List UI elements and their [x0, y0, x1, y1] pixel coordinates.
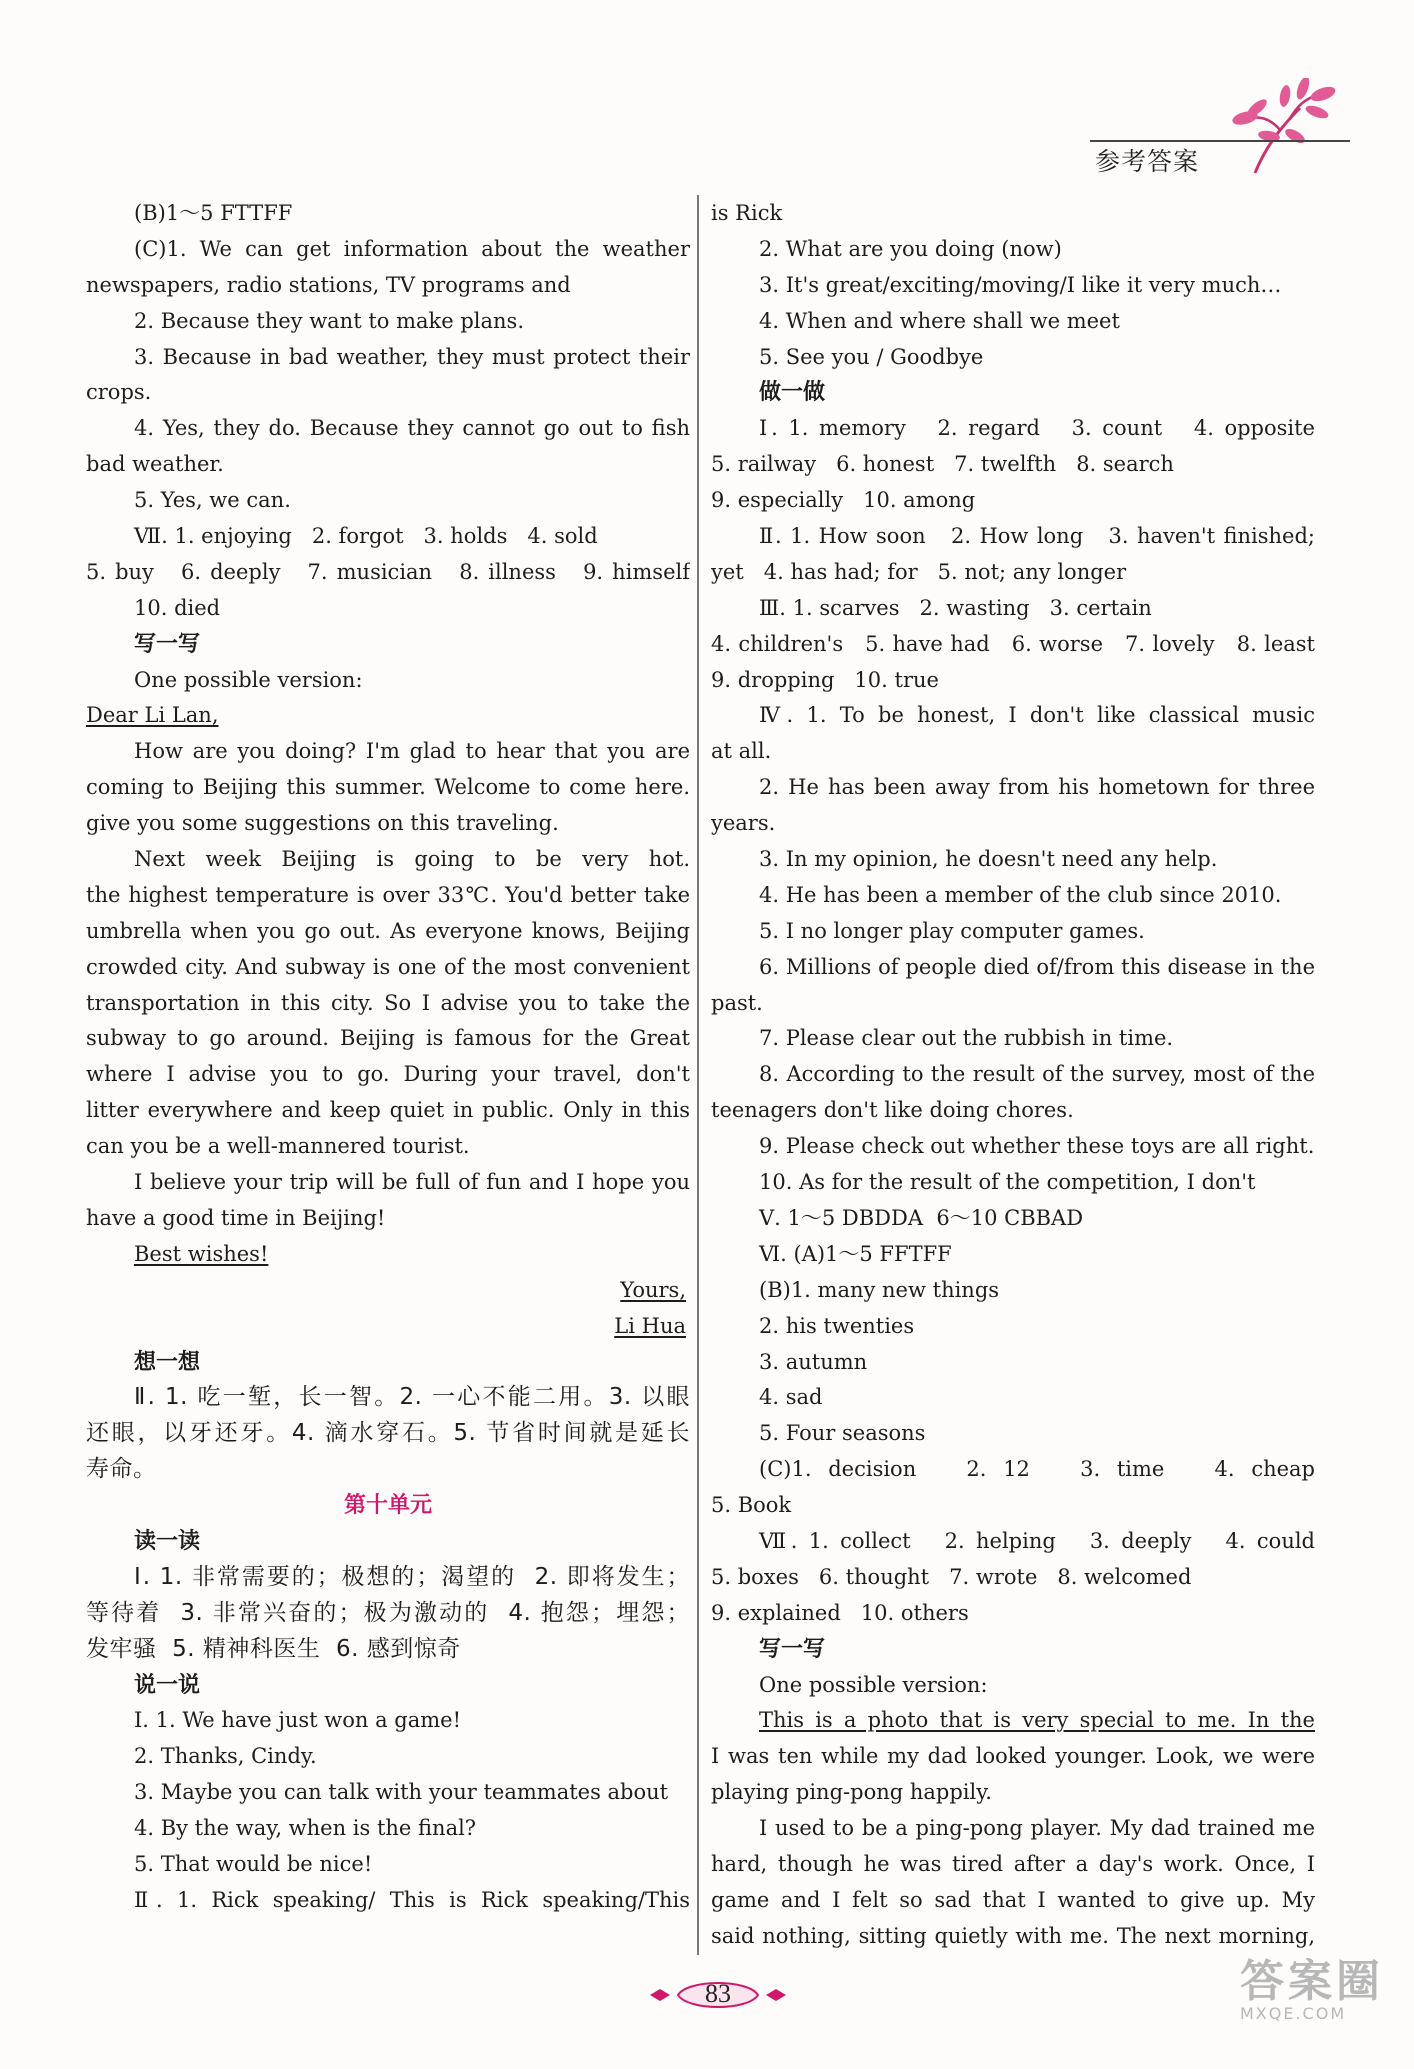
left-column-line: where I advise you to go. During your travel, don't — [86, 1062, 690, 1087]
right-column — [711, 196, 1315, 1955]
left-column-line: How are you doing? I'm glad to hear that you are — [134, 739, 690, 764]
right-column-line: playing ping-pong happily. — [711, 1780, 992, 1805]
right-column-line: 3. In my opinion, he doesn't need any help. — [759, 847, 1218, 872]
left-column-line: can you be a well-mannered tourist. — [86, 1134, 470, 1159]
right-column-line: years. — [711, 811, 776, 836]
right-column-line: 4. sad — [759, 1385, 823, 1410]
left-column-line: 5. buy 6. deeply 7. musician 8. illness 9. himself — [86, 559, 690, 584]
right-column-line: Ⅰ. 1. memory 2. regard 3. count 4. opposite — [759, 416, 1315, 441]
left-column-line: One possible version: — [134, 667, 363, 692]
right-column-line: 5. See you / Goodbye — [759, 344, 984, 369]
right-column-line: hard, though he was tired after a day's work. Once, I — [711, 1851, 1315, 1876]
right-column-line: 4. He has been a member of the club since 2010. — [759, 882, 1282, 907]
left-column-line: transportation in this city. So I advise you to take the — [86, 990, 690, 1015]
right-column-line: 5. railway 6. honest 7. twelfth 8. search — [711, 452, 1174, 477]
left-column-line: 写一写 — [134, 631, 201, 657]
left-column-line: give you some suggestions on this traveling. — [86, 811, 559, 836]
right-column-line: 做一做 — [759, 380, 826, 406]
watermark-url: MXQE.COM — [1240, 2004, 1347, 2023]
left-column-line: Ⅰ. 1. We have just won a game! — [134, 1708, 462, 1733]
left-column-line: crops. — [86, 380, 152, 405]
left-column-line: I believe your trip will be full of fun and I hope you — [134, 1170, 690, 1195]
right-column-line: I used to be a ping-pong player. My dad trained me — [759, 1816, 1315, 1841]
left-column-line: Yours, — [620, 1277, 686, 1302]
left-column-line: 第十单元 — [343, 1493, 432, 1519]
right-column-line: past. — [711, 990, 763, 1015]
left-column-line: 5. Yes, we can. — [134, 488, 291, 513]
right-column-line: 9. Please check out whether these toys are all right. — [759, 1134, 1315, 1159]
right-column-line: 3. autumn — [759, 1349, 868, 1374]
right-column-line: at all. — [711, 739, 772, 764]
right-column-line: (B)1. many new things — [759, 1277, 1000, 1302]
left-column-line: 还眼，以牙还牙。4. 滴水穿石。5. 节省时间就是延长 — [86, 1420, 690, 1447]
right-column-line: 5. boxes 6. thought 7. wrote 8. welcomed — [711, 1564, 1192, 1589]
right-column-line: Ⅶ. 1. collect 2. helping 3. deeply 4. could — [759, 1528, 1315, 1553]
right-column-line: This is a photo that is very special to me. In the — [759, 1708, 1315, 1733]
right-column-line: 写一写 — [759, 1636, 826, 1662]
right-column-line: 5. Book — [711, 1493, 792, 1518]
right-column-line: 6. Millions of people died of/from this disease in the — [759, 954, 1315, 979]
right-column-line: 5. Four seasons — [759, 1421, 926, 1446]
left-column-line: Ⅱ. 1. 吃一堑，长一智。2. 一心不能二用。3. 以眼 — [134, 1384, 690, 1411]
left-column-line: crowded city. And subway is one of the most convenient — [86, 954, 690, 979]
left-column-line: Li Hua — [614, 1313, 686, 1338]
left-column-line: (C)1. We can get information about the weather — [134, 236, 690, 261]
left-column-line: 4. Yes, they do. Because they cannot go out to fish — [134, 416, 690, 441]
right-column-line: I was ten while my dad looked younger. Look, we were — [711, 1744, 1315, 1769]
right-column-line: (C)1. decision 2. 12 3. time 4. cheap — [759, 1457, 1315, 1482]
left-column-line: 说一说 — [134, 1672, 201, 1698]
left-column-line: Best wishes! — [134, 1241, 269, 1266]
left-column-line: the highest temperature is over 33℃. You'd better take — [86, 882, 690, 907]
right-column-line: Ⅳ. 1. To be honest, I don't like classical music — [759, 703, 1315, 728]
right-column-line: 9. dropping 10. true — [711, 667, 939, 692]
left-column-line: 5. That would be nice! — [134, 1851, 373, 1876]
right-column-line: game and I felt so sad that I wanted to give up. My — [711, 1887, 1315, 1912]
right-column-line: 8. According to the result of the survey, most of the — [759, 1062, 1315, 1087]
right-column-line: 9. especially 10. among — [711, 488, 976, 513]
right-column-line: 2. What are you doing (now) — [759, 236, 1062, 261]
header-title: 参考答案 — [1095, 147, 1200, 176]
left-column-line: 想一想 — [134, 1349, 201, 1375]
right-column-line: 4. children's 5. have had 6. worse 7. lovely 8. least — [711, 631, 1315, 656]
right-column-line: yet 4. has had; for 5. not; any longer — [711, 559, 1127, 584]
left-column-line: 读一读 — [134, 1528, 201, 1554]
page-footer — [648, 1975, 788, 2015]
flower-branch-icon — [1225, 78, 1345, 178]
left-column-line: 4. By the way, when is the final? — [134, 1816, 477, 1841]
left-column-line: have a good time in Beijing! — [86, 1205, 386, 1230]
left-column-line: coming to Beijing this summer. Welcome to come here. — [86, 775, 690, 800]
left-column-line: subway to go around. Beijing is famous for the Great — [86, 1026, 690, 1051]
left-column-line: newspapers, radio stations, TV programs and — [86, 272, 571, 297]
left-column-line: 寿命。 — [86, 1456, 157, 1483]
left-column-line: 等待着 3. 非常兴奋的；极为激动的 4. 抱怨；埋怨； — [86, 1599, 690, 1626]
left-column-line: Next week Beijing is going to be very hot. — [134, 847, 690, 872]
left-column-line: 10. died — [134, 595, 221, 620]
left-column-line: litter everywhere and keep quiet in public. Only in this — [86, 1098, 690, 1123]
right-column-line: 5. I no longer play computer games. — [759, 918, 1145, 943]
right-column-line: said nothing, sitting quietly with me. The next morning, — [711, 1923, 1315, 1948]
column-divider — [697, 195, 699, 1955]
left-column-line: Ⅰ. 1. 非常需要的；极想的；渴望的 2. 即将发生； — [134, 1563, 690, 1590]
right-column-line: One possible version: — [759, 1672, 988, 1697]
right-column-line: Ⅴ. 1～5 DBDDA 6～10 CBBAD — [759, 1205, 1084, 1230]
right-column-line: 3. It's great/exciting/moving/I like it very much… — [759, 272, 1282, 297]
left-column-line: 2. Because they want to make plans. — [134, 308, 524, 333]
left-column-line: (B)1～5 FTTFF — [134, 201, 293, 225]
right-column-line: 9. explained 10. others — [711, 1600, 969, 1625]
right-column-line: teenagers don't like doing chores. — [711, 1098, 1074, 1123]
left-column-line: 3. Maybe you can talk with your teammates about — [134, 1780, 669, 1805]
left-column-line: 3. Because in bad weather, they must protect their — [134, 344, 690, 369]
right-column-line: 2. his twenties — [759, 1313, 915, 1338]
right-column-line: Ⅵ. (A)1～5 FFTFF — [759, 1241, 952, 1266]
right-column-line: 2. He has been away from his hometown for three — [759, 775, 1315, 800]
watermark-logo — [1240, 1956, 1384, 2023]
left-column-line: Dear Li Lan, — [86, 703, 219, 728]
right-column-line: 10. As for the result of the competition, I don't — [759, 1170, 1256, 1195]
watermark-main: 答案圈 — [1240, 1956, 1384, 2007]
right-column-line: 4. When and where shall we meet — [759, 308, 1120, 333]
left-column-line: umbrella when you go out. As everyone knows, Beijing — [86, 918, 690, 943]
left-column-line: Ⅱ. 1. Rick speaking/ This is Rick speaking/This — [134, 1887, 690, 1912]
left-column-line: 发牢骚 5. 精神科医生 6. 感到惊奇 — [86, 1635, 461, 1662]
left-column-line: bad weather. — [86, 452, 224, 477]
left-column-line: Ⅶ. 1. enjoying 2. forgot 3. holds 4. sold — [134, 524, 598, 549]
right-column-line: Ⅲ. 1. scarves 2. wasting 3. certain — [759, 595, 1152, 620]
page-number: 83 — [705, 1979, 731, 2008]
left-column — [86, 196, 690, 1919]
right-column-line: is Rick — [711, 201, 783, 225]
left-column-line: 2. Thanks, Cindy. — [134, 1744, 317, 1769]
right-column-line: 7. Please clear out the rubbish in time. — [759, 1026, 1174, 1051]
right-column-line: Ⅱ. 1. How soon 2. How long 3. haven't finished; — [759, 524, 1315, 549]
